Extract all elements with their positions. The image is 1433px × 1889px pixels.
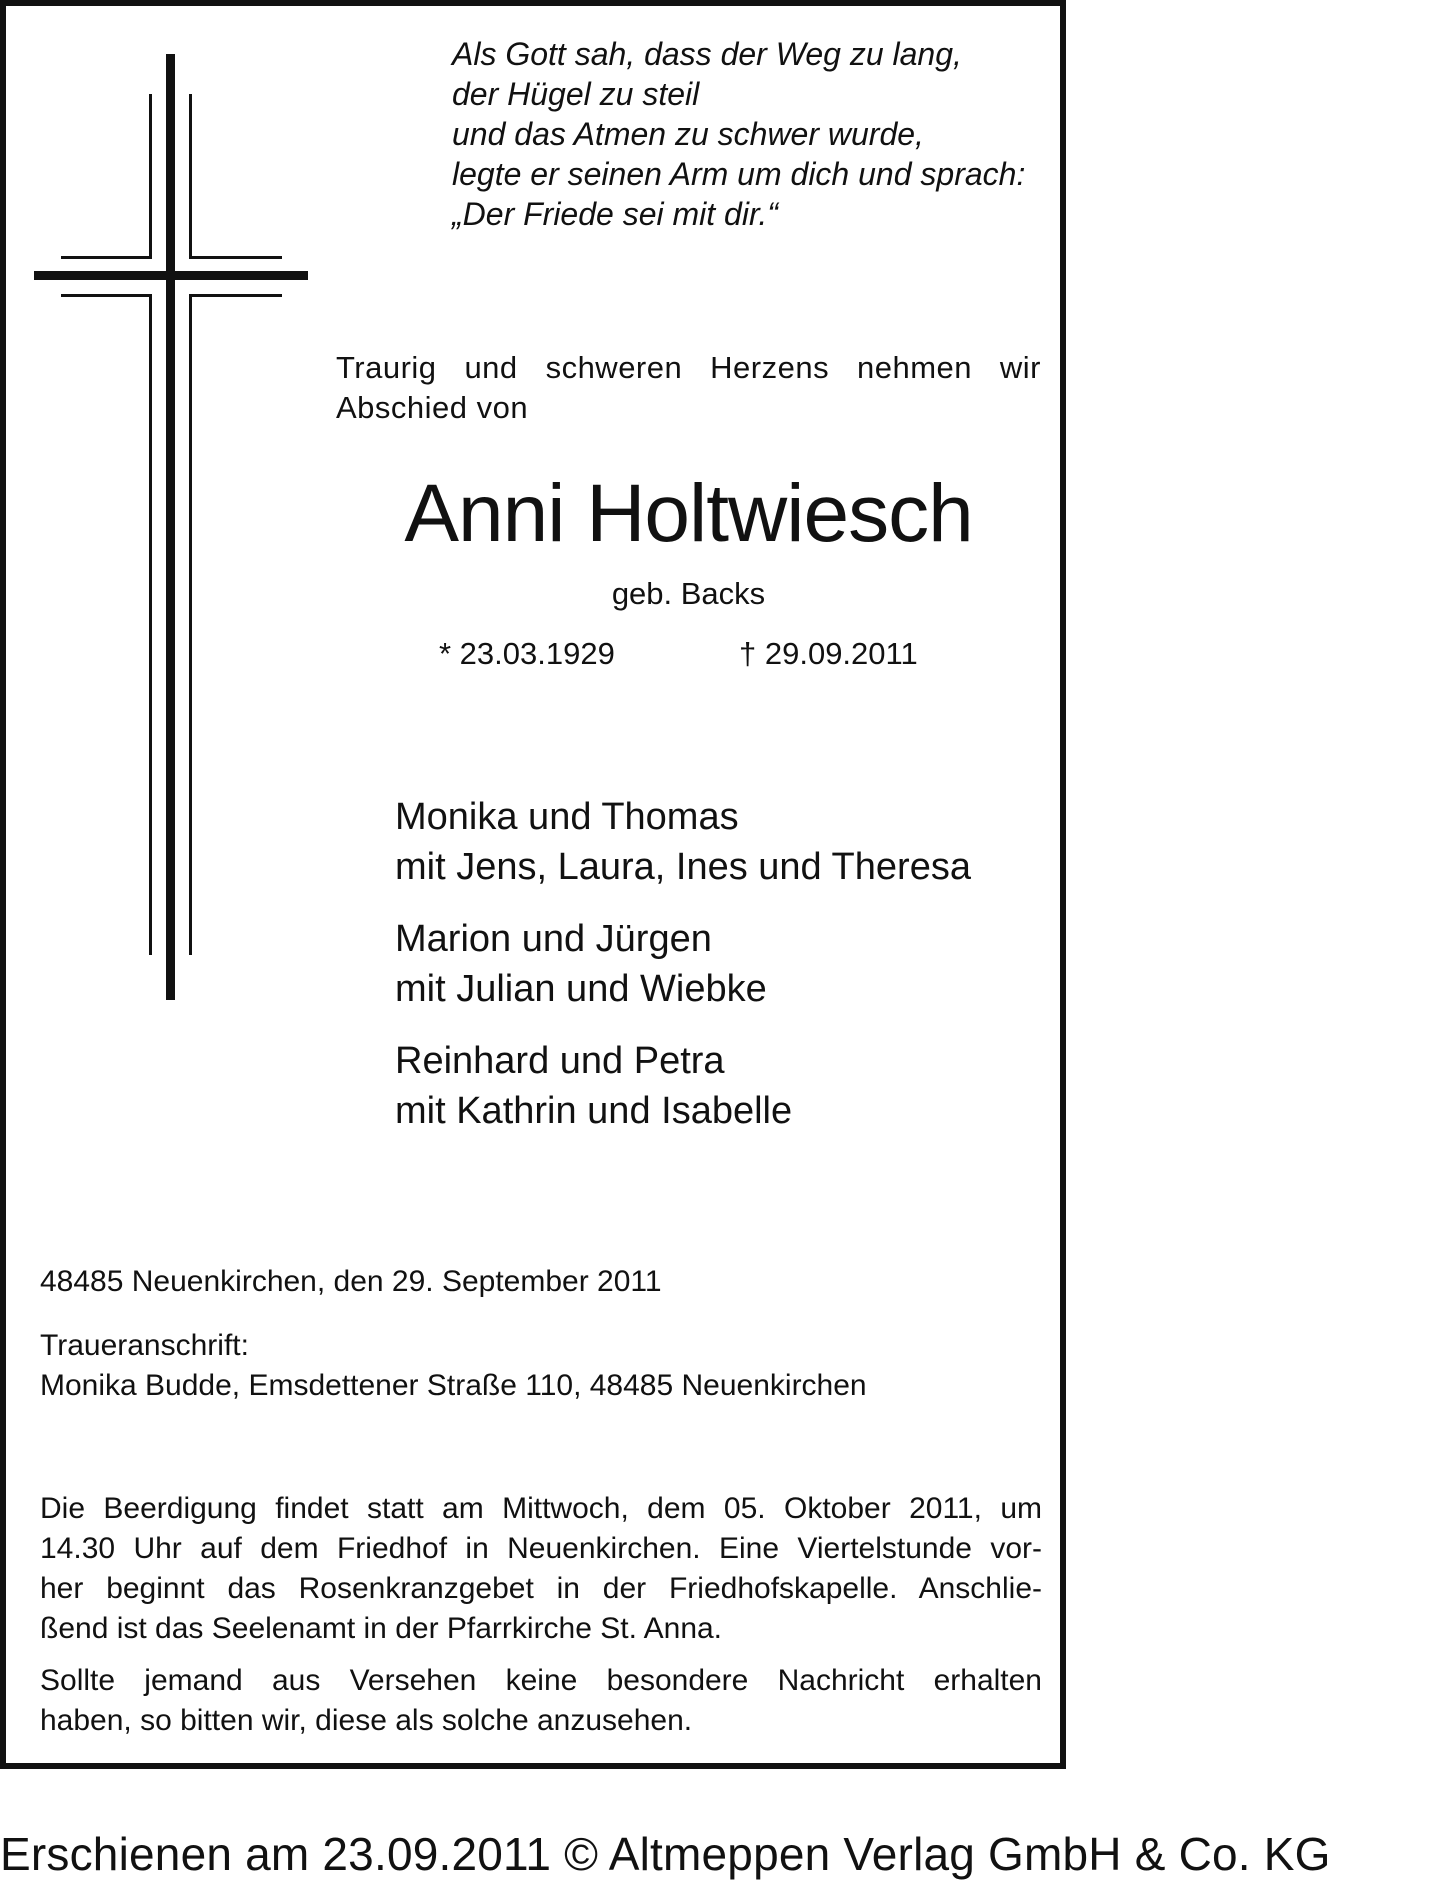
paragraph-line: Die Beerdigung findet statt am Mittwoch, dem 05. Oktober 2011, um [40, 1492, 1042, 1525]
mourner-names: Monika und Thomas [395, 796, 739, 838]
birth-date: * 23.03.1929 [439, 636, 615, 671]
paragraph-line: 14.30 Uhr auf dem Friedhof in Neuenkirchen. Eine Viertelstunde vor- [40, 1532, 1042, 1565]
poem-line: legte er seinen Arm um dich und sprach: [452, 156, 1026, 192]
cross-outline [189, 256, 282, 259]
intro-line: Traurig und schweren Herzens nehmen wir [336, 350, 1041, 385]
mourner-group [395, 792, 1065, 892]
death-date: † 29.09.2011 [739, 636, 918, 671]
cross-outline [61, 294, 152, 297]
place-date: 48485 Neuenkirchen, den 29. September 2011 [40, 1265, 662, 1298]
mourner-names: Marion und Jürgen [395, 918, 712, 960]
funeral-info [40, 1489, 1042, 1741]
maiden-name: geb. Backs [611, 576, 766, 611]
mourner-names: Reinhard und Petra [395, 1040, 725, 1082]
cross-outline [189, 94, 192, 257]
cross-main-horizontal [34, 271, 308, 280]
intro-text [336, 348, 1041, 428]
poem-line: und das Atmen zu schwer wurde, [452, 116, 924, 152]
cross-outline [189, 295, 192, 955]
paragraph-line: Sollte jemand aus Versehen keine besondere Nachricht erhalten [40, 1664, 1042, 1697]
paragraph-line: haben, so bitten wir, diese als solche anzusehen. [40, 1704, 693, 1737]
cross-outline [149, 94, 152, 257]
mourner-group [395, 1036, 1065, 1136]
mourners-list [395, 792, 1065, 1158]
paragraph-line: ßend ist das Seelenamt in der Pfarrkirche St. Anna. [40, 1612, 723, 1645]
poem [452, 34, 1052, 234]
paragraph-line: her beginnt das Rosenkranzgebet in der Friedhofskapelle. Anschlie- [40, 1572, 1042, 1605]
address-label: Traueranschrift: [40, 1329, 249, 1362]
mourning-address [40, 1326, 867, 1406]
poem-line: Als Gott sah, dass der Weg zu lang, [452, 36, 962, 72]
funeral-paragraph [40, 1489, 1042, 1649]
cross-outline [189, 294, 282, 297]
mourner-children: mit Kathrin und Isabelle [395, 1090, 793, 1132]
cross-main-vertical [166, 54, 175, 1000]
cross-outline [61, 256, 152, 259]
mourner-children: mit Julian und Wiebke [395, 968, 767, 1010]
deceased-name: Anni Holtwiesch [404, 468, 973, 559]
notice-paragraph [40, 1661, 1042, 1741]
poem-line: „Der Friede sei mit dir.“ [452, 196, 778, 232]
intro-line: Abschied von [336, 390, 529, 425]
mourner-group [395, 914, 1065, 1014]
mourner-children: mit Jens, Laura, Ines und Theresa [395, 846, 971, 888]
poem-line: der Hügel zu steil [452, 76, 700, 112]
cross-icon [6, 6, 326, 1016]
cross-outline [149, 295, 152, 955]
address-value: Monika Budde, Emsdettener Straße 110, 48485 Neuenkirchen [40, 1369, 867, 1402]
publication-credit: Erschienen am 23.09.2011 © Altmeppen Verlag GmbH & Co. KG [0, 1828, 1331, 1880]
